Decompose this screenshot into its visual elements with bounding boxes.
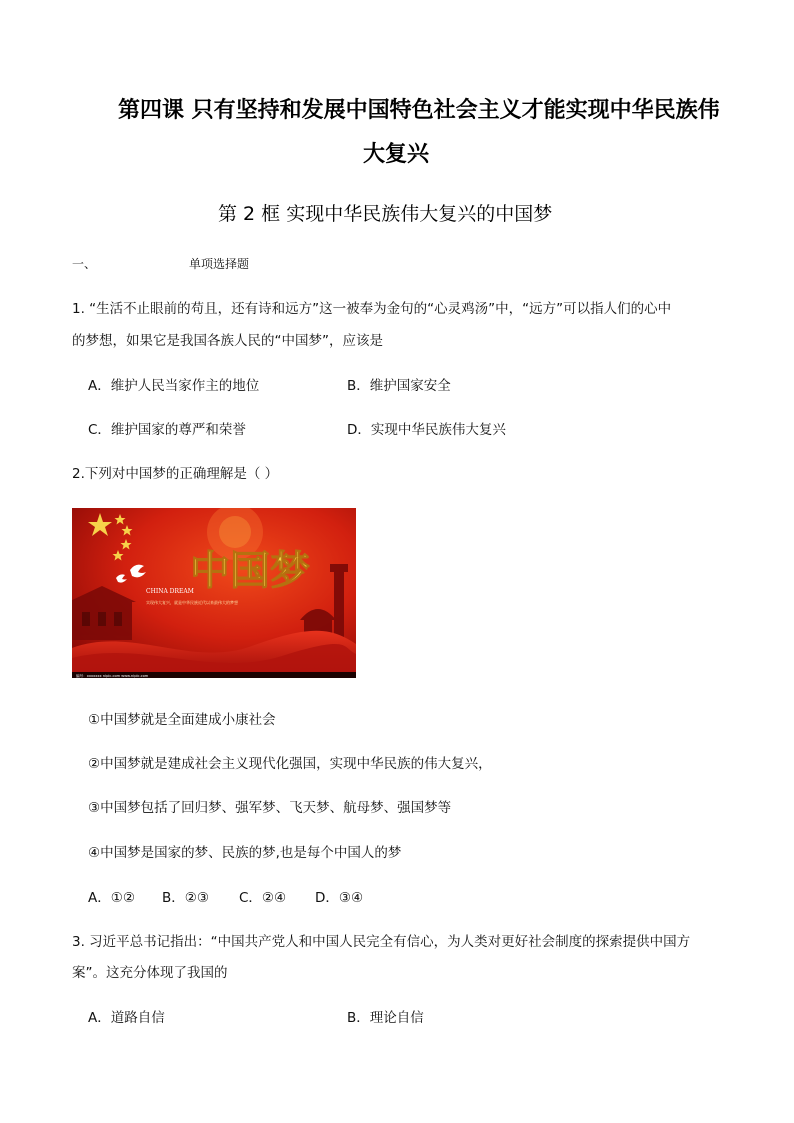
image-main-text: 中国梦 xyxy=(190,547,310,594)
question-1-option-a: A．维护人民当家作主的地位 xyxy=(88,378,260,394)
question-3-option-a: A．道路自信 xyxy=(88,1010,165,1026)
image-footer-text: 编号：xxxxxxx nipic.com www.nipic.com xyxy=(76,673,149,678)
question-1-stem: 1. “生活不止眼前的苟且，还有诗和远方”这一被奉为金句的“心灵鸡汤”中，“远方”可以指人们的心中 xyxy=(72,301,672,317)
lesson-title-continued: 大复兴 xyxy=(363,142,430,167)
lesson-title: 第四课 只有坚持和发展中国特色社会主义才能实现中华民族伟 xyxy=(118,98,720,123)
section-label: 单项选择题 xyxy=(189,257,250,271)
question-2-statement-1: ①中国梦就是全面建成小康社会 xyxy=(88,712,276,728)
question-3-stem: 3. 习近平总书记指出：“中国共产党人和中国人民完全有信心，为人类对更好社会制度的探索提供中国方 xyxy=(72,934,691,950)
question-2-option-a: A．①② xyxy=(88,890,135,906)
question-1-stem-continued: 的梦想，如果它是我国各族人民的“中国梦”，应该是 xyxy=(72,333,383,349)
image-english-text: CHINA DREAM xyxy=(146,588,194,595)
china-dream-image xyxy=(72,508,356,678)
question-2-stem: 2.下列对中国梦的正确理解是（ ） xyxy=(72,466,279,482)
image-caption-text: 实现伟大复兴，就是中华民族近代以来最伟大的梦想 xyxy=(146,600,238,605)
question-2-statement-4: ④中国梦是国家的梦、民族的梦,也是每个中国人的梦 xyxy=(88,845,402,861)
question-2-option-c: C．②④ xyxy=(239,890,287,906)
question-1-option-c: C．维护国家的尊严和荣誉 xyxy=(88,422,246,438)
question-2-statement-2: ②中国梦就是建成社会主义现代化强国，实现中华民族的伟大复兴， xyxy=(88,756,492,772)
question-3-stem-continued: 案”。这充分体现了我国的 xyxy=(72,965,228,981)
question-3-option-b: B．理论自信 xyxy=(347,1010,424,1026)
section-number: 一、 xyxy=(72,257,97,271)
question-2-statement-3: ③中国梦包括了回归梦、强军梦、飞天梦、航母梦、强国梦等 xyxy=(88,800,452,816)
lesson-subtitle: 第 2 框 实现中华民族伟大复兴的中国梦 xyxy=(218,203,553,225)
question-1-option-b: B．维护国家安全 xyxy=(347,378,451,394)
question-2-option-b: B．②③ xyxy=(162,890,209,906)
question-2-option-d: D．③④ xyxy=(315,890,364,906)
question-1-option-d: D．实现中华民族伟大复兴 xyxy=(347,422,506,438)
